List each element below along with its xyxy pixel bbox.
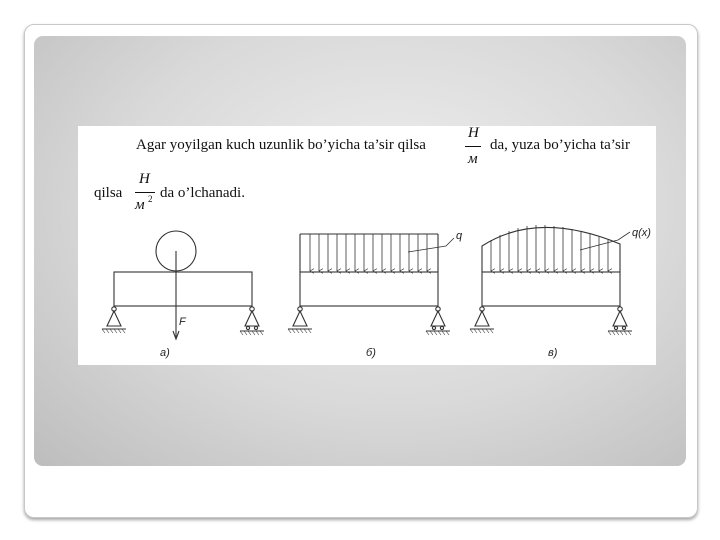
text-line2-end: da o’lchanadi. (160, 185, 245, 201)
caption-b: б) (366, 347, 376, 359)
support-c-right (608, 307, 632, 335)
text-line1-start: Agar yoyilgan kuch uzunlik bo’yicha ta’sir qilsa (136, 137, 426, 153)
beam-b (288, 234, 454, 335)
fraction1-numerator: H (468, 125, 479, 141)
beam-c-rect (482, 272, 620, 306)
beam-diagrams (78, 126, 656, 365)
support-b-right (426, 307, 450, 335)
fraction2-numerator: H (139, 171, 150, 187)
fraction2-denominator: м (135, 197, 145, 213)
slide-content (78, 126, 656, 365)
beam-a-rect (114, 272, 252, 306)
caption-c: в) (548, 347, 558, 359)
fraction1-denominator: м (468, 151, 478, 167)
force-label: F (179, 316, 186, 328)
beam-b-rect (300, 272, 438, 306)
caption-a: а) (160, 347, 170, 359)
text-line2-start: qilsa (94, 185, 123, 201)
beam-c (470, 225, 632, 335)
fraction2-exponent: 2 (148, 194, 153, 204)
uniform-load-label: q (456, 230, 463, 242)
support-a-left (102, 307, 126, 333)
q-leader (408, 238, 454, 252)
qx-leader (580, 232, 630, 250)
support-b-left (288, 307, 312, 333)
support-a-right (240, 307, 264, 335)
variable-load-arrows (491, 225, 608, 271)
variable-load-label: q(x) (632, 227, 651, 239)
text-line1-end: da, yuza bo’yicha ta’sir (490, 137, 630, 153)
support-c-left (470, 307, 494, 333)
uniform-load-arrows (310, 234, 427, 271)
